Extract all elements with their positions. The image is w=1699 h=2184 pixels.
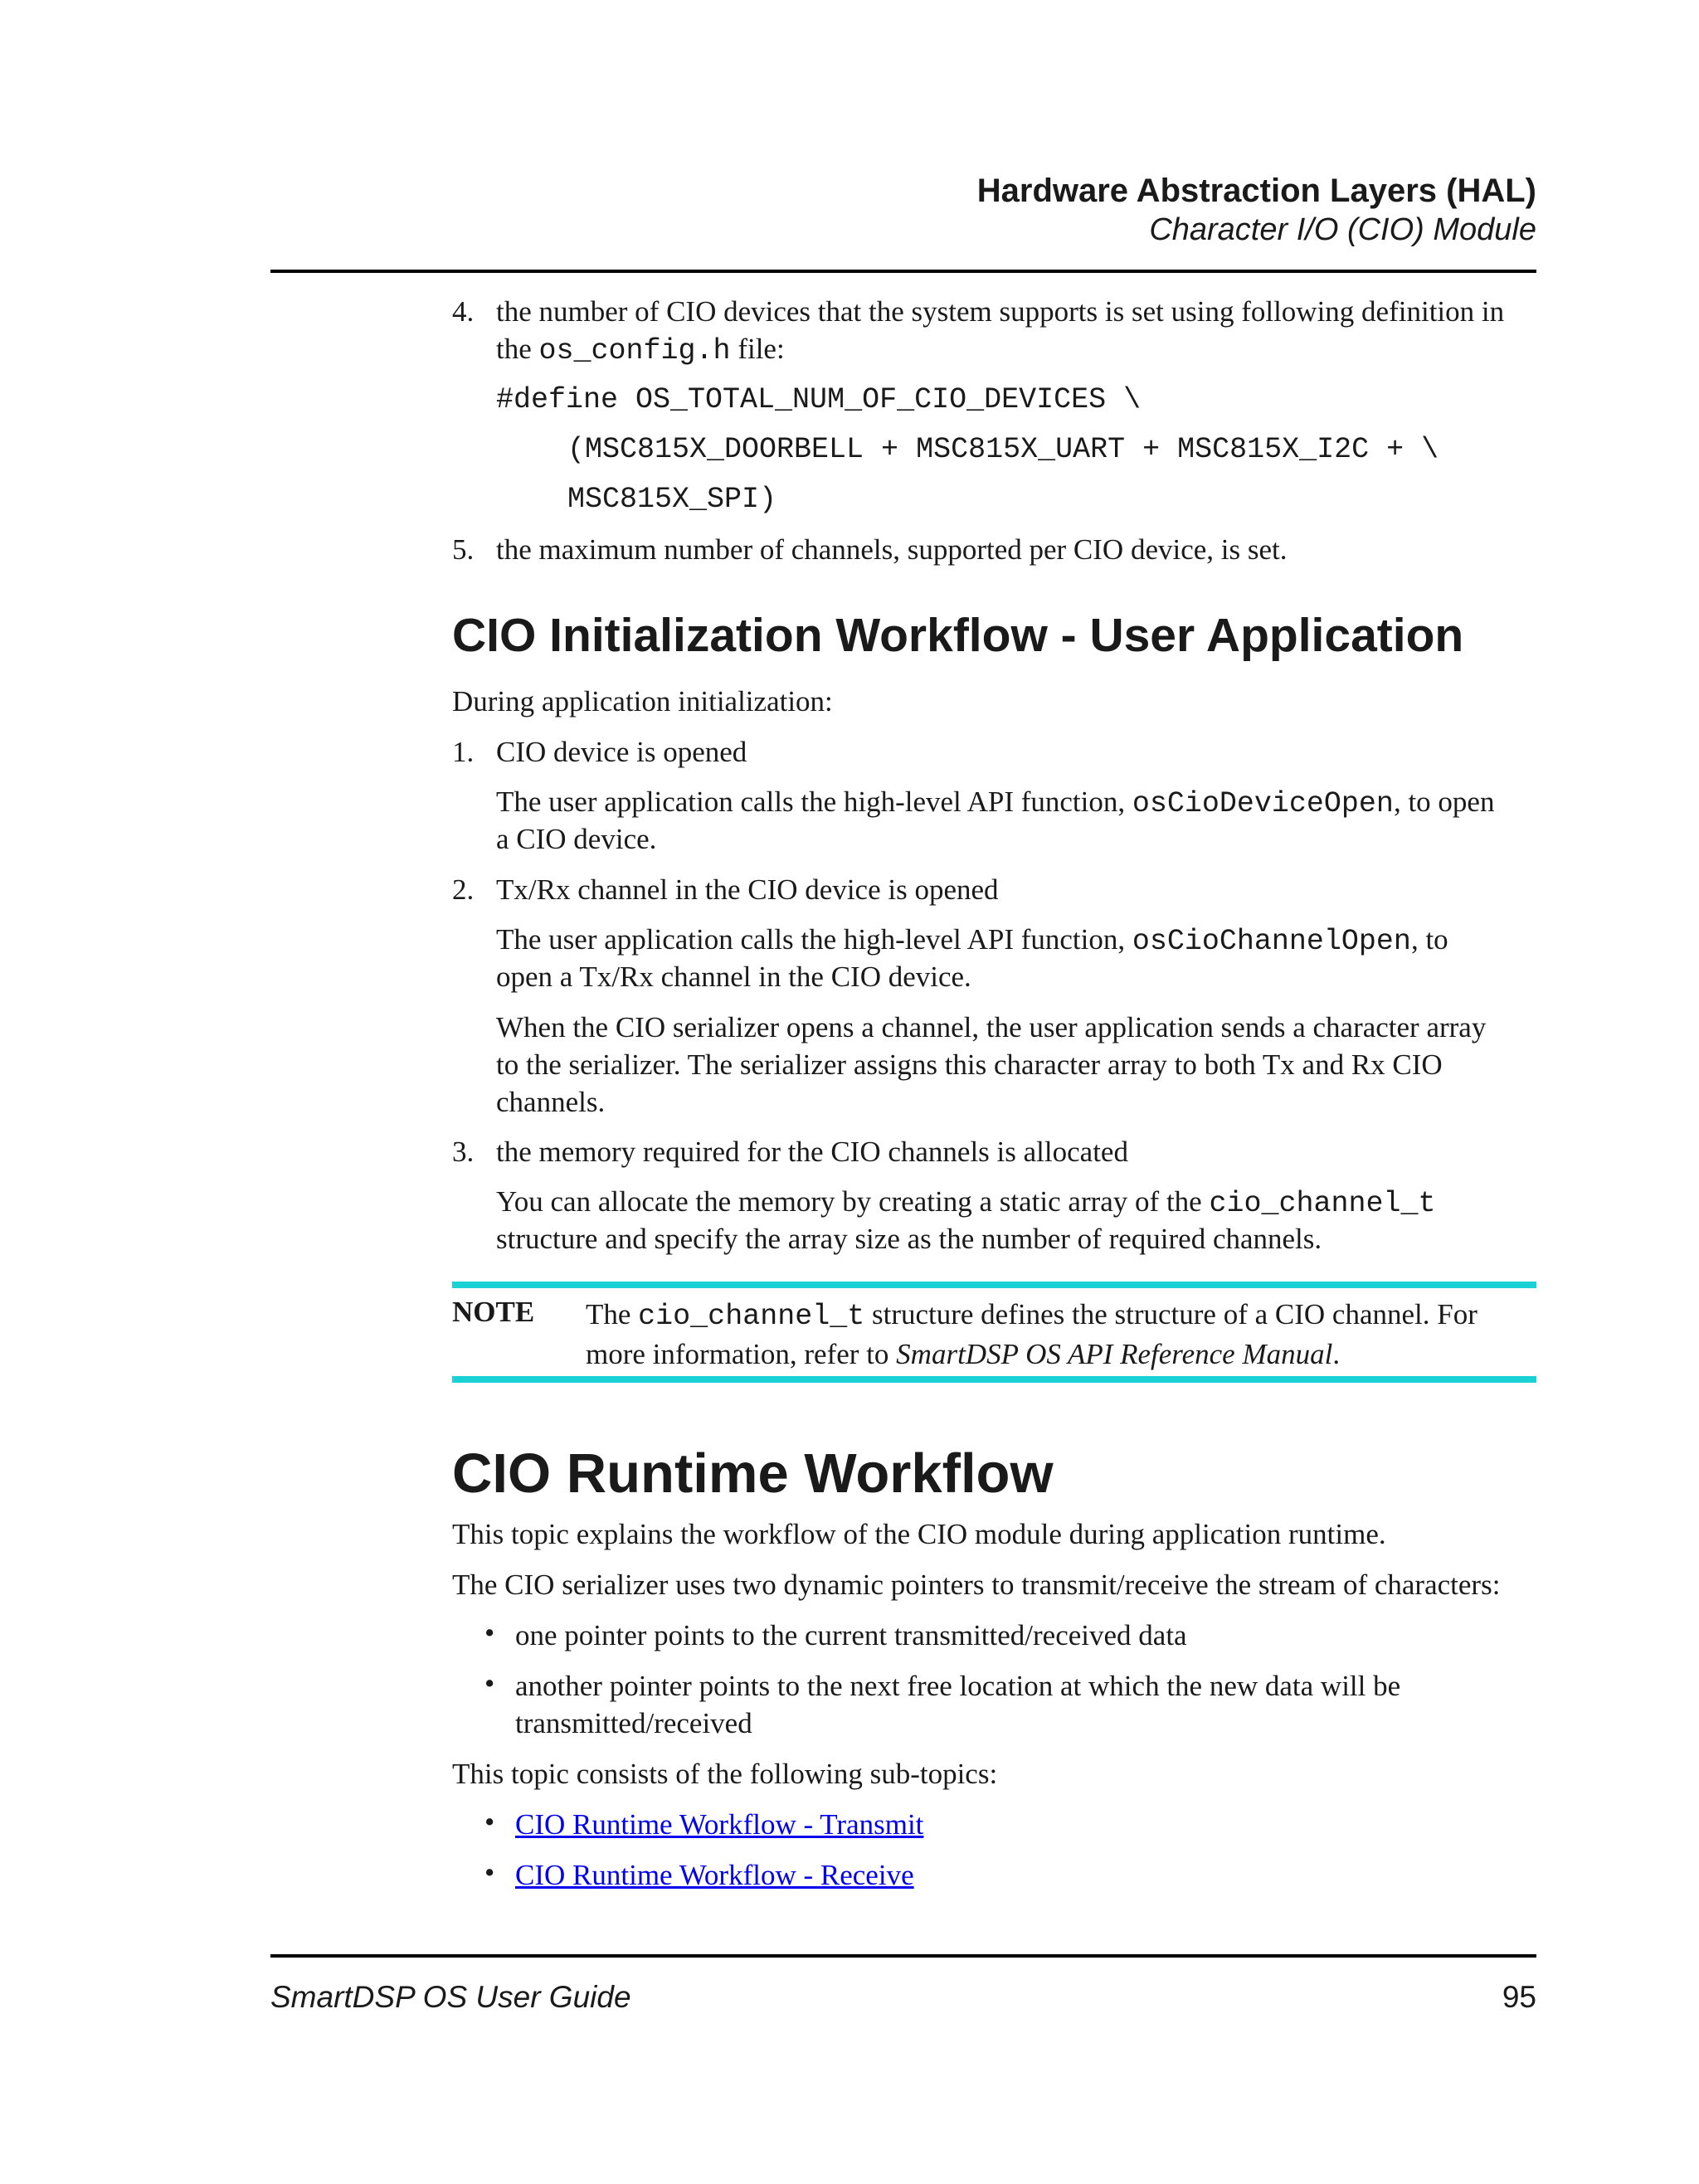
intro-text: During application initialization: [452,685,833,717]
bullet-text-cont: transmitted/received [515,1707,752,1739]
list-item-title: Tx/Rx channel in the CIO device is opened [496,873,999,906]
link-transmit[interactable]: CIO Runtime Workflow - Transmit [515,1808,924,1841]
list-number: 3. [452,1136,475,1168]
inline-code: osCioChannelOpen [1132,925,1411,958]
list-number: 4. [452,295,475,328]
paragraph: This topic explains the workflow of the CIO module during application runtime. [452,1518,1386,1550]
code-line: MSC815X_SPI) [567,483,777,516]
header-rule [270,270,1536,273]
section-heading-main: CIO Runtime Workflow [452,1442,1054,1505]
bullet-marker: • [484,1617,495,1649]
note-label: NOTE [452,1296,535,1328]
code-line: #define OS_TOTAL_NUM_OF_CIO_DEVICES \ [496,383,1142,416]
link-receive[interactable]: CIO Runtime Workflow - Receive [515,1859,914,1891]
bullet-marker: • [484,1856,495,1889]
list-item-desc-line2: structure and specify the array size as the number of required channels. [496,1223,1322,1255]
bullet-marker: • [484,1806,495,1838]
inline-code-filename: os_config.h [538,334,731,367]
page-number: 95 [1502,1980,1536,2014]
list-item-title: CIO device is opened [496,736,747,768]
list-item-desc: The user application calls the high-level API function, osCioDeviceOpen, to open [496,786,1495,820]
list-item-extra-line: channels. [496,1086,606,1118]
list-item-desc: You can allocate the memory by creating a static array of the cio_channel_t [496,1185,1436,1220]
list-item-desc-line2: a CIO device. [496,823,657,855]
list-number: 5. [452,533,475,566]
paragraph: The CIO serializer uses two dynamic pointers to transmit/receive the stream of characters: [452,1569,1501,1601]
bullet-text: another pointer points to the next free location at which the new data will be [515,1670,1401,1702]
paragraph: This topic consists of the following sub-topics: [452,1758,998,1790]
bullet-text: one pointer points to the current transmitted/received data [515,1619,1187,1651]
inline-code: osCioDeviceOpen [1132,787,1394,820]
code-line: (MSC815X_DOORBELL + MSC815X_UART + MSC815X_I2C + \ [567,433,1439,466]
list-item-desc-line2: open a Tx/Rx channel in the CIO device. [496,961,971,993]
footer-rule [270,1954,1536,1958]
list-item-text: the number of CIO devices that the system supports is set using following definition in [496,295,1505,328]
list-item-extra-line: When the CIO serializer opens a channel, the user application sends a character array [496,1011,1487,1043]
note-bottom-bar [452,1376,1536,1383]
section-heading: CIO Initialization Workflow - User Application [452,609,1464,662]
inline-code: cio_channel_t [1209,1187,1436,1220]
list-item-title: the memory required for the CIO channels is allocated [496,1136,1128,1168]
list-item-extra-line: to the serializer. The serializer assigns this character array to both Tx and Rx CIO [496,1048,1443,1081]
bullet-marker: • [484,1667,495,1700]
note-top-bar [452,1282,1536,1288]
list-number: 1. [452,736,475,768]
running-header-subtitle: Character I/O (CIO) Module [1149,212,1536,247]
list-item-desc: The user application calls the high-level API function, osCioChannelOpen, to [496,923,1448,958]
inline-code: cio_channel_t [638,1300,865,1333]
note-text: The cio_channel_t structure defines the structure of a CIO channel. For more information, refer to SmartDSP OS API Reference Manual. [586,1298,1477,1370]
manual-title: SmartDSP OS API Reference Manual [896,1338,1333,1370]
running-header-title: Hardware Abstraction Layers (HAL) [976,173,1536,209]
list-item-text-line2: the os_config.h file: [496,333,785,367]
list-item-text: the maximum number of channels, supported per CIO device, is set. [496,533,1288,566]
footer-guide-title: SmartDSP OS User Guide [270,1980,631,2014]
list-number: 2. [452,873,475,906]
